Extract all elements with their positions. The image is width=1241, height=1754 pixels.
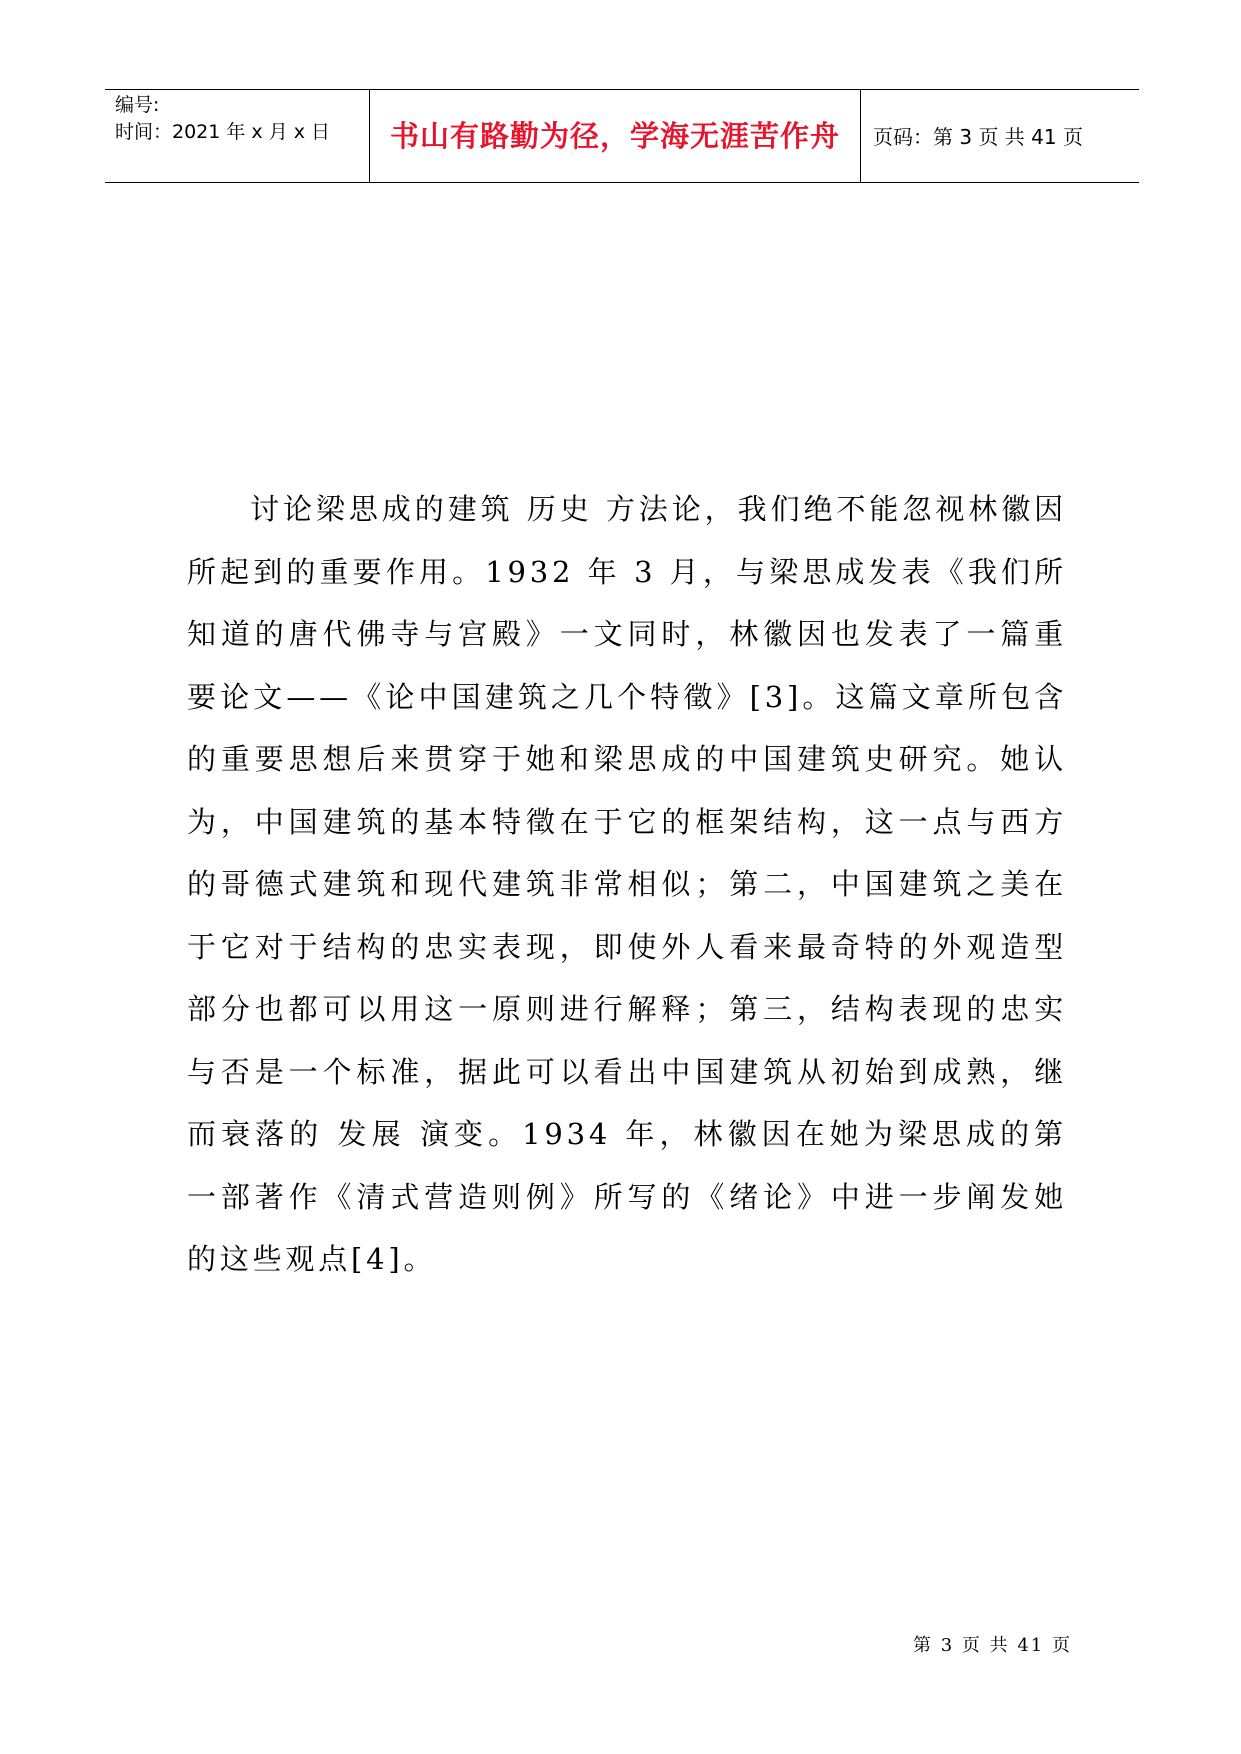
header-page-number: 页码：第 3 页 共 41 页 bbox=[873, 125, 1083, 149]
serial-number-label: 编号: bbox=[115, 94, 160, 116]
header-meta bbox=[115, 92, 370, 146]
body-paragraph: 讨论梁思成的建筑 历史 方法论，我们绝不能忽视林徽因所起到的重要作用。1932 年 3 月，与梁思成发表《我们所知道的唐代佛寺与宫殿》一文同时，林徽因也发表了一篇重要论文——《论中国建筑之几个特徵》[3]。这篇文章所包含的重要思想后来贯穿于她和梁思成的中国建筑史研究。她认为，中国建筑的基本特徵在于它的框架结构，这一点与西方的哥德式建筑和现代建筑非常相似；第二，中国建筑之美在于它对于结构的忠实表现，即使外人看来最奇特的外观造型部分也都可以用这一原则进行解释；第三，结构表现的忠实与否是一个标准，据此可以看出中国建筑从初始到成熟，继而衰落的 发展 演变。1934 年，林徽因在她为梁思成的第一部著作《清式营造则例》所写的《绪论》中进一步阐发她的这些观点[4]。 bbox=[187, 492, 1067, 1276]
footer-page-number: 第 3 页 共 41 页 bbox=[913, 1635, 1072, 1656]
header-motto: 书山有路勤为径，学海无涯苦作舟 bbox=[389, 119, 840, 153]
date-label: 时间：2021 年 x 月 x 日 bbox=[115, 121, 331, 143]
header-divider bbox=[860, 90, 861, 182]
page-header bbox=[105, 89, 1139, 183]
